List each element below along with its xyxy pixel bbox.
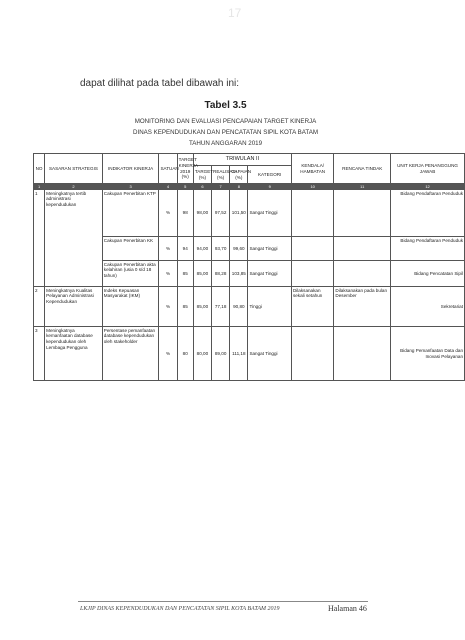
- cell-no: 3: [34, 327, 45, 381]
- col-number: 1: [34, 184, 45, 190]
- cell-satuan: %: [159, 327, 177, 381]
- cell-satuan: %: [159, 190, 177, 237]
- cell-target-kinerja: 94: [177, 237, 193, 261]
- cell-realisasi: 77,18: [212, 287, 230, 327]
- cell-sasaran: Meningkatnya tertib administrasi kependudukan: [45, 190, 103, 287]
- col-number: 8: [230, 184, 248, 190]
- intro-text: dapat dilihat pada tabel dibawah ini:: [80, 78, 240, 89]
- cell-rencana: [334, 261, 391, 287]
- table-title: Tabel 3.5: [204, 100, 247, 111]
- subtitle-line-1: MONITORING DAN EVALUASI PENCAPAIAN TARGET KINERJA: [134, 118, 317, 125]
- faint-page-number: 17: [228, 6, 242, 20]
- cell-kategori: Sangat Tinggi: [248, 327, 292, 381]
- cell-sasaran: Meningkatnya Kualitas Pelayanan Administrasi Kependudukan: [45, 287, 103, 327]
- col-number: 4: [159, 184, 177, 190]
- cell-rencana: Dilaksanakan pada bulan Desember: [334, 287, 391, 327]
- cell-target: 94,00: [193, 237, 211, 261]
- cell-unit: Bidang Pendaftaran Penduduk: [391, 190, 465, 237]
- cell-kendala: [291, 190, 333, 237]
- cell-indikator: Cakupan Penerbitan KTP: [102, 190, 159, 237]
- table-row: [34, 327, 465, 381]
- header-capaian: CAPAIAN (%): [230, 166, 248, 184]
- col-number: 3: [102, 184, 159, 190]
- cell-realisasi: 89,00: [212, 327, 230, 381]
- cell-target: 80,00: [193, 327, 211, 381]
- cell-kategori: Sangat Tinggi: [248, 190, 292, 237]
- header-no: NO: [34, 154, 45, 184]
- table-row: [34, 190, 465, 237]
- cell-realisasi: 97,52: [212, 190, 230, 237]
- cell-kategori: Tinggi: [248, 287, 292, 327]
- header-target: TARGET (%): [193, 166, 211, 184]
- header-satuan: SATUAN: [159, 154, 177, 184]
- header-triwulan: TRIWULAN II: [193, 154, 291, 166]
- header-sasaran: SASARAN STRATEGIS: [45, 154, 103, 184]
- cell-unit: Sekretariat: [391, 287, 465, 327]
- cell-indikator: Persentase pemanfaatan database kependudukan oleh stakeholder: [102, 327, 159, 381]
- cell-sasaran: Meningkatnya kemanfaatan database kependudukan oleh Lembaga Pengguna: [45, 327, 103, 381]
- subtitle-line-3: TAHUN ANGGARAN 2019: [188, 140, 263, 147]
- cell-target-kinerja: 98: [177, 190, 193, 237]
- performance-table: [33, 153, 465, 381]
- cell-unit: Bidang Pemanfaatan Data dan Inovasi Pelayanan: [391, 327, 465, 381]
- cell-capaian: 99,60: [230, 237, 248, 261]
- cell-target: 98,00: [193, 190, 211, 237]
- header-kategori: KATEGORI: [248, 166, 292, 184]
- col-number: 11: [334, 184, 391, 190]
- cell-capaian: 90,80: [230, 287, 248, 327]
- table-row: [34, 287, 465, 327]
- header-rencana: RENCANA TINDAK: [334, 154, 391, 184]
- cell-indikator: Cakupan Penerbitan akta kelahiran (usia 0 s/d 18 tahun): [102, 261, 159, 287]
- footer-report-name: LKJIP DINAS KEPENDUDUKAN DAN PENCATATAN SIPIL KOTA BATAM 2019: [80, 606, 280, 612]
- cell-rencana: [334, 190, 391, 237]
- cell-rencana: [334, 327, 391, 381]
- footer-page-number: Halaman 46: [328, 604, 367, 613]
- cell-target-kinerja: 85: [177, 287, 193, 327]
- header-kendala: KENDALA/ HAMBATAN: [291, 154, 333, 184]
- cell-indikator: Cakupan Penerbitan KK: [102, 237, 159, 261]
- cell-capaian: 101,50: [230, 190, 248, 237]
- cell-kendala: [291, 237, 333, 261]
- table-container: [33, 153, 463, 380]
- cell-target: 85,00: [193, 287, 211, 327]
- cell-indikator: Indeks Kepuasan Masyarakat (IKM): [102, 287, 159, 327]
- header-unit: UNIT KERJA PENANGGUNG JAWAB: [391, 154, 465, 184]
- cell-rencana: [334, 237, 391, 261]
- cell-realisasi: 93,70: [212, 237, 230, 261]
- cell-kendala: [291, 327, 333, 381]
- cell-satuan: %: [159, 237, 177, 261]
- cell-satuan: %: [159, 261, 177, 287]
- cell-no: 2: [34, 287, 45, 327]
- col-number: 12: [391, 184, 465, 190]
- cell-capaian: 111,18: [230, 327, 248, 381]
- footer-divider: [78, 601, 368, 602]
- cell-capaian: 103,85: [230, 261, 248, 287]
- col-number: 7: [212, 184, 230, 190]
- header-indikator: INDIKATOR KINERJA: [102, 154, 159, 184]
- cell-realisasi: 88,28: [212, 261, 230, 287]
- header-realisasi: REALISASI (%): [212, 166, 230, 184]
- cell-target-kinerja: 80: [177, 327, 193, 381]
- cell-satuan: %: [159, 287, 177, 327]
- cell-target: 85,00: [193, 261, 211, 287]
- col-number: 10: [291, 184, 333, 190]
- cell-no: 1: [34, 190, 45, 287]
- cell-kendala: Dilaksanakan sekali setahun: [291, 287, 333, 327]
- cell-unit: Bidang Pencatatan Sipil: [391, 261, 465, 287]
- cell-kendala: [291, 261, 333, 287]
- col-number: 9: [248, 184, 292, 190]
- cell-unit: Bidang Pendaftaran Penduduk: [391, 237, 465, 261]
- cell-kategori: Sangat Tinggi: [248, 261, 292, 287]
- subtitle-line-2: DINAS KEPENDUDUKAN DAN PENCATATAN SIPIL KOTA BATAM: [133, 129, 318, 136]
- col-number: 5: [177, 184, 193, 190]
- col-number: 6: [193, 184, 211, 190]
- cell-kategori: Sangat Tinggi: [248, 237, 292, 261]
- cell-target-kinerja: 85: [177, 261, 193, 287]
- col-number: 2: [45, 184, 103, 190]
- header-target-kinerja: TARGET KINERJA 2019 (%): [177, 154, 193, 184]
